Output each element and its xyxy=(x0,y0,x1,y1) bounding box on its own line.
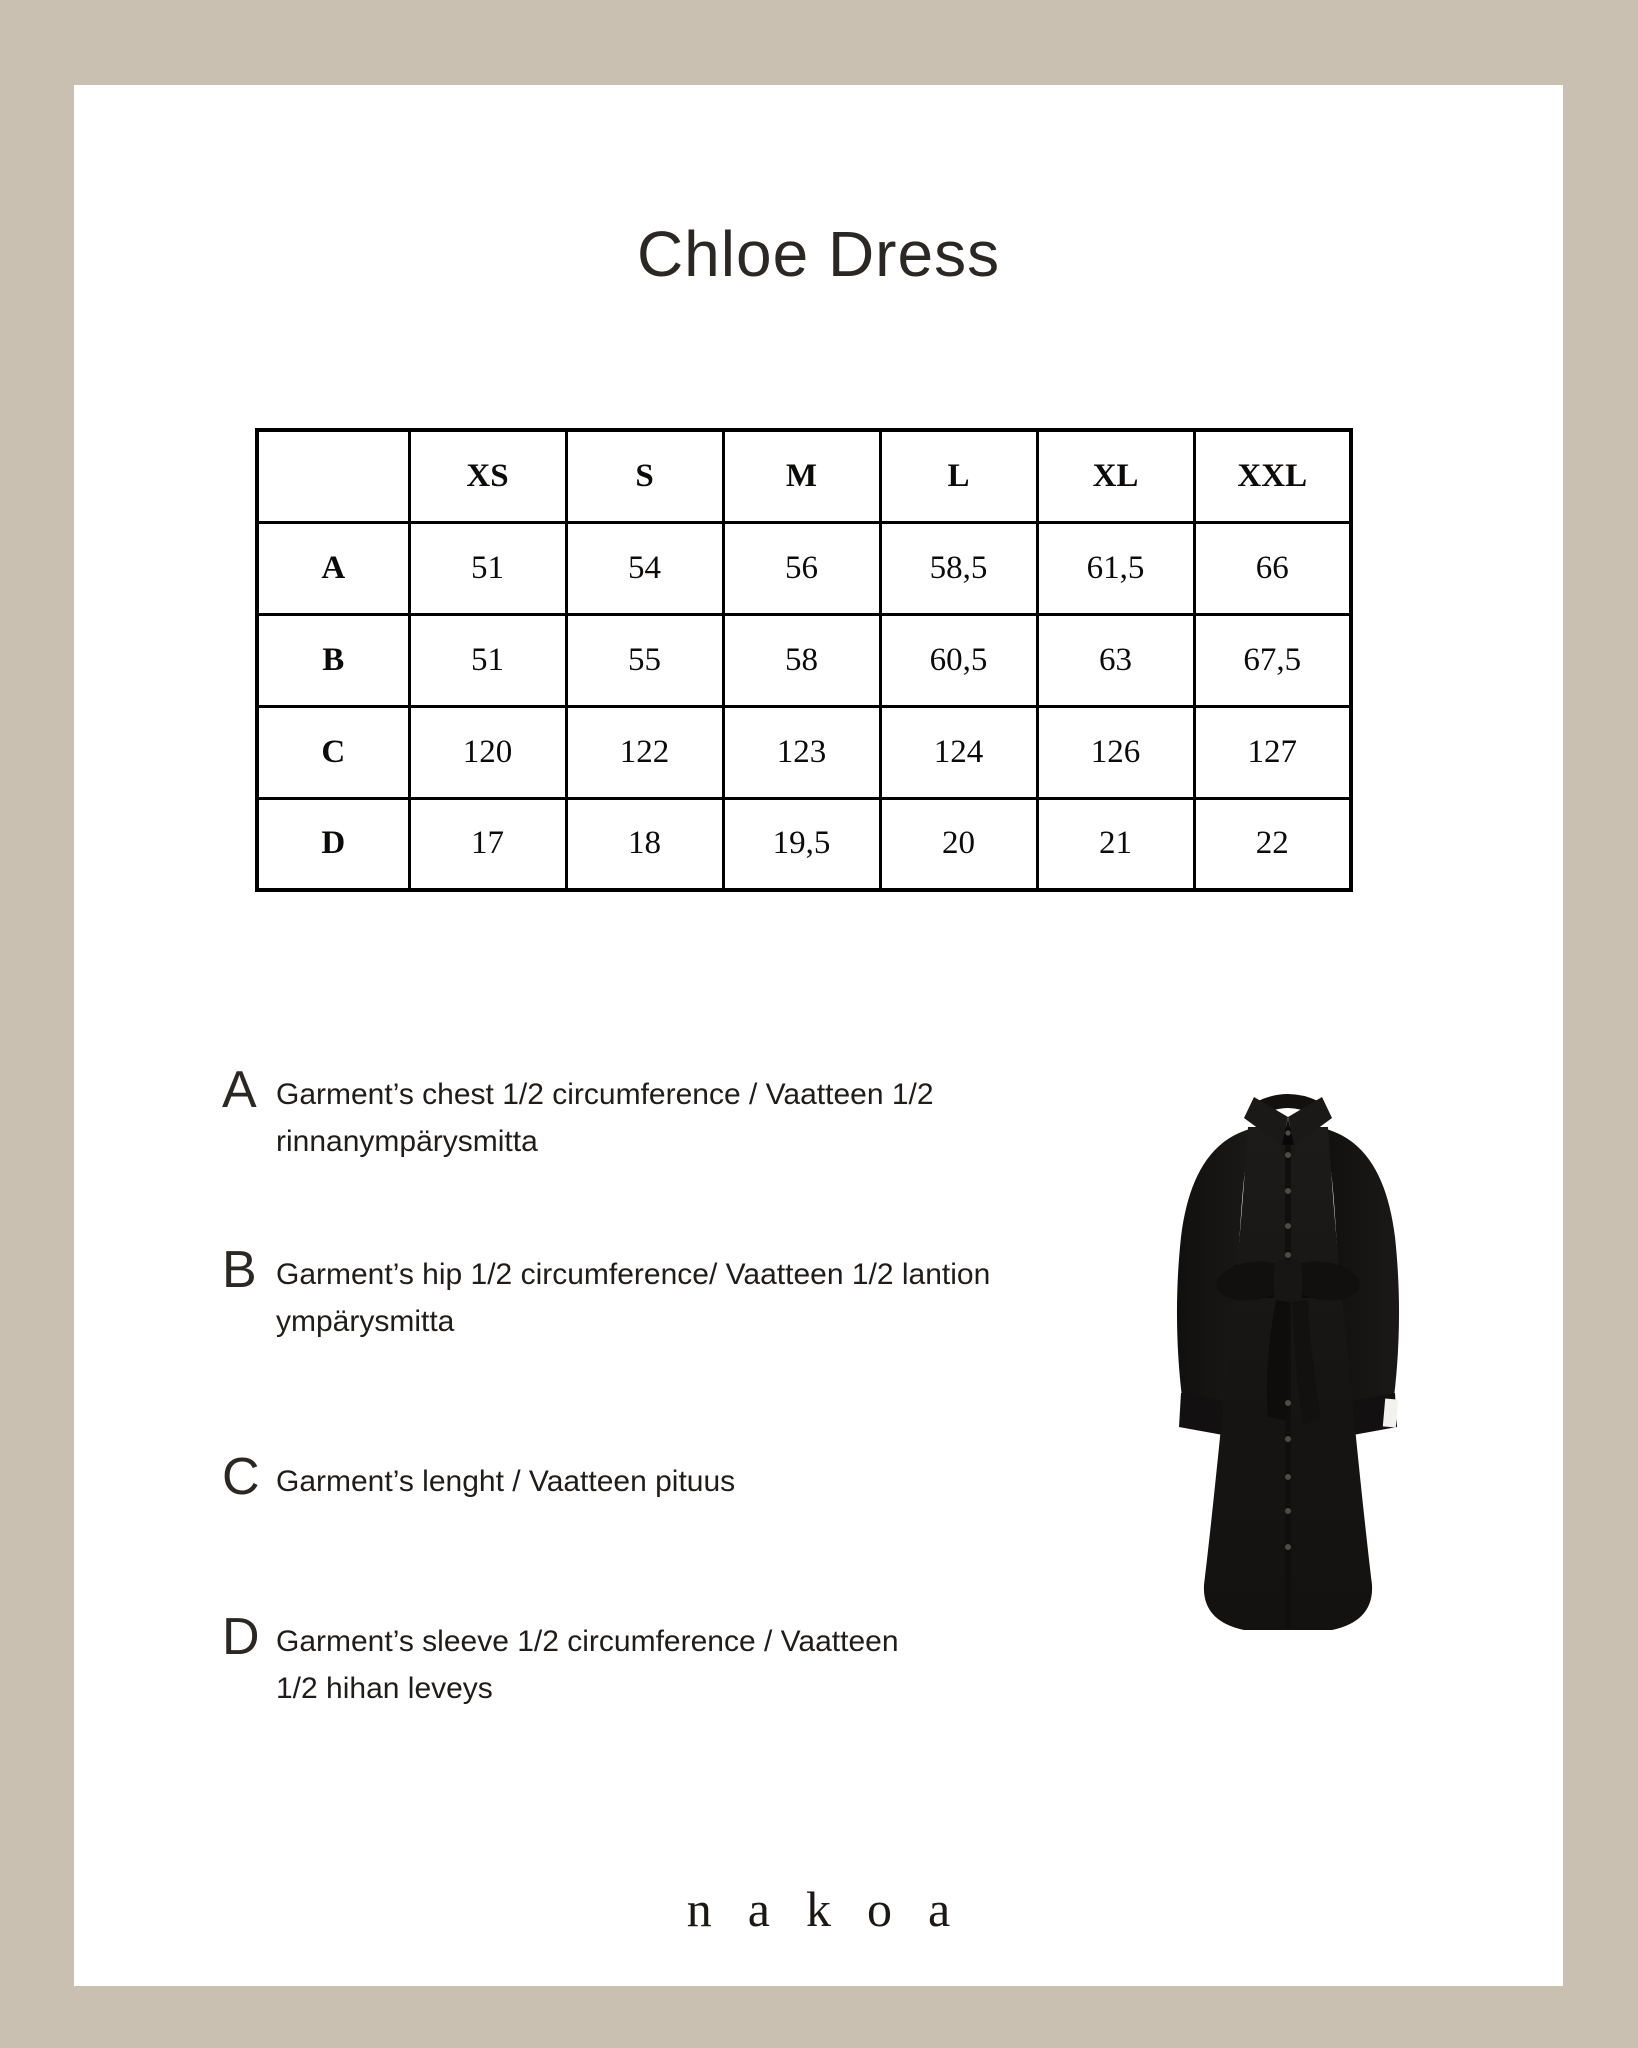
cell-b-l: 60,5 xyxy=(880,614,1037,706)
cell-b-xl: 63 xyxy=(1037,614,1194,706)
legend-item-d xyxy=(222,1610,899,1713)
legend-letter-d: D xyxy=(222,1608,260,1666)
cell-b-xs: 51 xyxy=(409,614,566,706)
legend-text-b-line2: ympärysmitta xyxy=(276,1304,455,1338)
size-column-header-xs: XS xyxy=(409,430,566,522)
row-label-d: D xyxy=(257,798,409,890)
cuff-tag xyxy=(1383,1399,1398,1428)
legend-text-c xyxy=(276,1450,735,1506)
size-column-header-xxl: XXL xyxy=(1194,430,1351,522)
bow-knot xyxy=(1274,1260,1302,1303)
cell-d-s: 18 xyxy=(566,798,723,890)
table-corner-cell xyxy=(257,430,409,522)
table-row-a xyxy=(257,522,1351,614)
table-row-c xyxy=(257,706,1351,798)
size-column-header-m: M xyxy=(723,430,880,522)
table-row-d xyxy=(257,798,1351,890)
legend-text-a xyxy=(276,1063,934,1166)
legend-text-d-line2: 1/2 hihan leveys xyxy=(276,1671,493,1705)
size-guide-page xyxy=(74,85,1563,1986)
legend-text-d xyxy=(276,1610,899,1713)
table-row-b xyxy=(257,614,1351,706)
legend-text-c-line1: Garment’s lenght / Vaatteen pituus xyxy=(276,1465,736,1498)
legend-text-b xyxy=(276,1243,990,1346)
cell-c-m: 123 xyxy=(723,706,880,798)
cell-a-xl: 61,5 xyxy=(1037,522,1194,614)
cell-d-xs: 17 xyxy=(409,798,566,890)
cell-c-xs: 120 xyxy=(409,706,566,798)
legend-item-c xyxy=(222,1450,735,1506)
cell-d-m: 19,5 xyxy=(723,798,880,890)
cell-c-xl: 126 xyxy=(1037,706,1194,798)
legend-item-a xyxy=(222,1063,934,1166)
cell-a-l: 58,5 xyxy=(880,522,1037,614)
row-label-c: C xyxy=(257,706,409,798)
dress-illustration xyxy=(1132,1085,1444,1645)
legend-text-a-line2: rinnanympärysmitta xyxy=(276,1124,538,1158)
page-title: Chloe Dress xyxy=(636,218,1001,290)
product-photo-black-shirt-dress xyxy=(1132,1085,1444,1645)
cell-a-s: 54 xyxy=(566,522,723,614)
row-label-a: A xyxy=(257,522,409,614)
legend-letter-c: C xyxy=(222,1448,260,1506)
size-chart-table xyxy=(255,428,1353,892)
table-header-row xyxy=(257,430,1351,522)
legend-item-b xyxy=(222,1243,990,1346)
size-column-header-xl: XL xyxy=(1037,430,1194,522)
size-column-header-s: S xyxy=(566,430,723,522)
legend-letter-b: B xyxy=(222,1241,257,1299)
legend-text-b-line1: Garment’s hip 1/2 circumference/ Vaatteen 1/2 lantion xyxy=(276,1258,991,1291)
cell-d-xxl: 22 xyxy=(1194,798,1351,890)
row-label-b: B xyxy=(257,614,409,706)
cell-b-xxl: 67,5 xyxy=(1194,614,1351,706)
cell-b-m: 58 xyxy=(723,614,880,706)
cell-a-xs: 51 xyxy=(409,522,566,614)
cell-a-m: 56 xyxy=(723,522,880,614)
cell-c-l: 124 xyxy=(880,706,1037,798)
legend-text-a-line1: Garment’s chest 1/2 circumference / Vaatteen 1/2 xyxy=(276,1078,934,1111)
cell-b-s: 55 xyxy=(566,614,723,706)
legend-letter-a: A xyxy=(222,1061,257,1119)
legend-text-d-line1: Garment’s sleeve 1/2 circumference / Vaatteen xyxy=(276,1625,899,1658)
size-column-header-l: L xyxy=(880,430,1037,522)
cell-c-s: 122 xyxy=(566,706,723,798)
size-chart xyxy=(255,428,1353,892)
cell-c-xxl: 127 xyxy=(1194,706,1351,798)
brand-logo: nakoa xyxy=(686,1881,987,1937)
cell-a-xxl: 66 xyxy=(1194,522,1351,614)
cell-d-xl: 21 xyxy=(1037,798,1194,890)
cell-d-l: 20 xyxy=(880,798,1037,890)
